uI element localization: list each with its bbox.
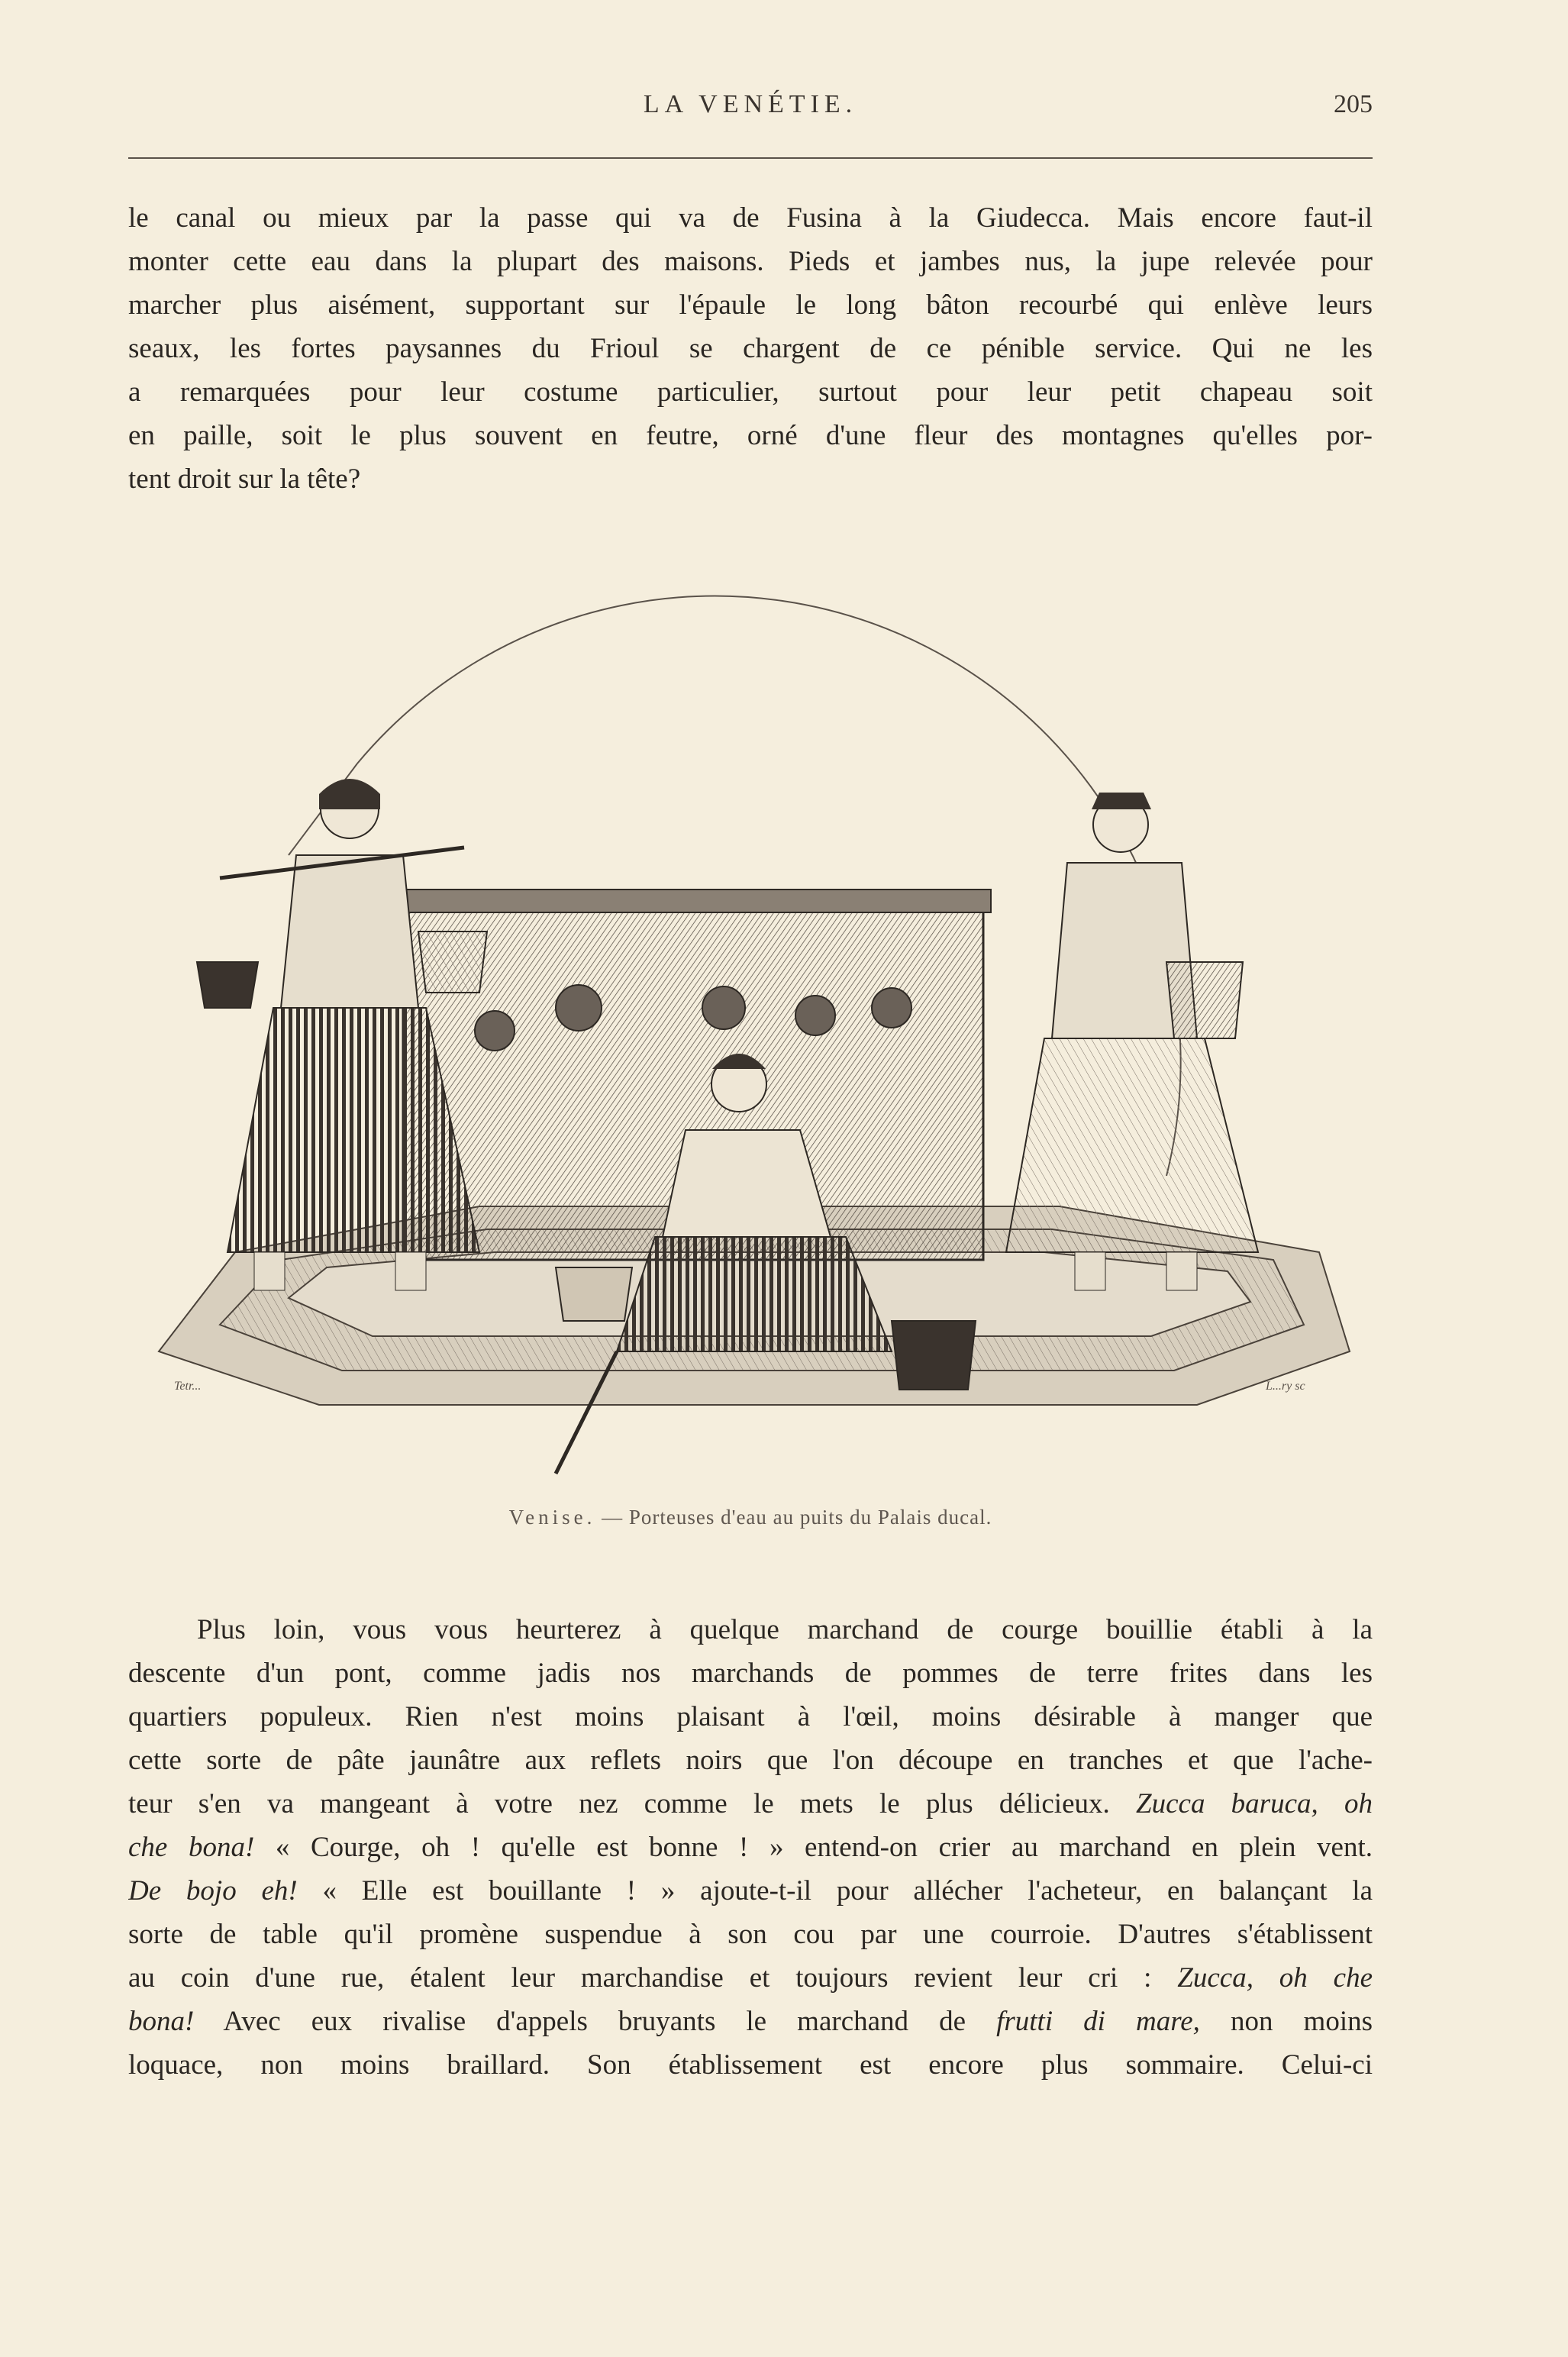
text-line: quartiers populeux. Rien n'est moins plaisant à l'œil, moins désirable à manger que	[128, 1701, 1373, 1732]
text-line: tent droit sur la tête?	[128, 463, 361, 495]
text-segment: Avec eux rivalise d'appels bruyants le marchand de	[223, 2006, 966, 2037]
text-line: cette sorte de pâte jaunâtre aux reflets noirs que l'on découpe en tranches et que l'ache-	[128, 1745, 1373, 1776]
caption-dash: —	[602, 1506, 624, 1529]
engraving-illustration	[128, 580, 1373, 1497]
text-segment: « Elle est bouillante ! » ajoute-t-il pour allécher l'acheteur, en balançant la	[322, 1875, 1373, 1907]
text-segment: au coin d'une rue, étalent leur marchandise et toujours revient leur cri :	[128, 1962, 1152, 1994]
italic-phrase: De bojo eh!	[128, 1875, 298, 1907]
text-line: sorte de table qu'il promène suspendue à son cou par une courroie. D'autres s'établissent	[128, 1919, 1373, 1950]
text-line: descente d'un pont, comme jadis nos marchands de pommes de terre frites dans les	[128, 1658, 1373, 1689]
woman-right	[1006, 793, 1258, 1290]
page-number: 205	[1334, 90, 1373, 118]
text-line: en paille, soit le plus souvent en feutre, orné d'une fleur des montagnes qu'elles por-	[128, 420, 1373, 451]
text-line: monter cette eau dans la plupart des maisons. Pieds et jambes nus, la jupe relevée pour	[128, 246, 1373, 277]
text-line	[128, 1956, 1373, 2000]
text-segment: non moins	[1230, 2006, 1373, 2037]
italic-phrase: che bona!	[128, 1832, 255, 1863]
figure-caption	[128, 1506, 1373, 1529]
text-segment: teur s'en va mangeant à votre nez comme le mets le plus délicieux.	[128, 1788, 1110, 1819]
text-line	[128, 2000, 1373, 2043]
text-line	[128, 1782, 1373, 1826]
italic-phrase: Zucca, oh che	[1177, 1962, 1373, 1994]
paragraph-1	[128, 196, 1373, 501]
text-line: marcher plus aisément, supportant sur l'épaule le long bâton recourbé qui enlève leurs	[128, 289, 1373, 321]
running-title: LA VENÉTIE.	[643, 90, 858, 118]
text-line: le canal ou mieux par la passe qui va de Fusina à la Giudecca. Mais encore faut-il	[128, 202, 1373, 234]
well-engraving-svg	[128, 580, 1373, 1497]
text-line: Plus loin, vous vous heurterez à quelque marchand de courge bouillie établi à la	[197, 1614, 1373, 1645]
text-segment: « Courge, oh ! qu'elle est bonne ! » entend-on crier au marchand en plein vent.	[275, 1832, 1373, 1863]
paragraph-2	[128, 1608, 1373, 2087]
engraver-signature-left: Tetr...	[174, 1380, 202, 1393]
text-line: seaux, les fortes paysannes du Frioul se chargent de ce pénible service. Qui ne les	[128, 333, 1373, 364]
caption-text: Porteuses d'eau au puits du Palais ducal.	[628, 1506, 992, 1529]
caption-place: Venise.	[508, 1506, 596, 1529]
text-line	[128, 1826, 1373, 1869]
italic-phrase: bona!	[128, 2006, 195, 2037]
text-line: a remarquées pour leur costume particulier, surtout pour leur petit chapeau soit	[128, 376, 1373, 408]
header-rule	[128, 157, 1373, 159]
text-line	[128, 1869, 1373, 1913]
italic-phrase: Zucca baruca, oh	[1136, 1788, 1373, 1819]
running-head	[128, 90, 1373, 136]
text-line: loquace, non moins braillard. Son établissement est encore plus sommaire. Celui-ci	[128, 2049, 1373, 2081]
italic-phrase: frutti di mare,	[996, 2006, 1200, 2037]
engraver-signature-right: L...ry sc	[1266, 1380, 1305, 1393]
